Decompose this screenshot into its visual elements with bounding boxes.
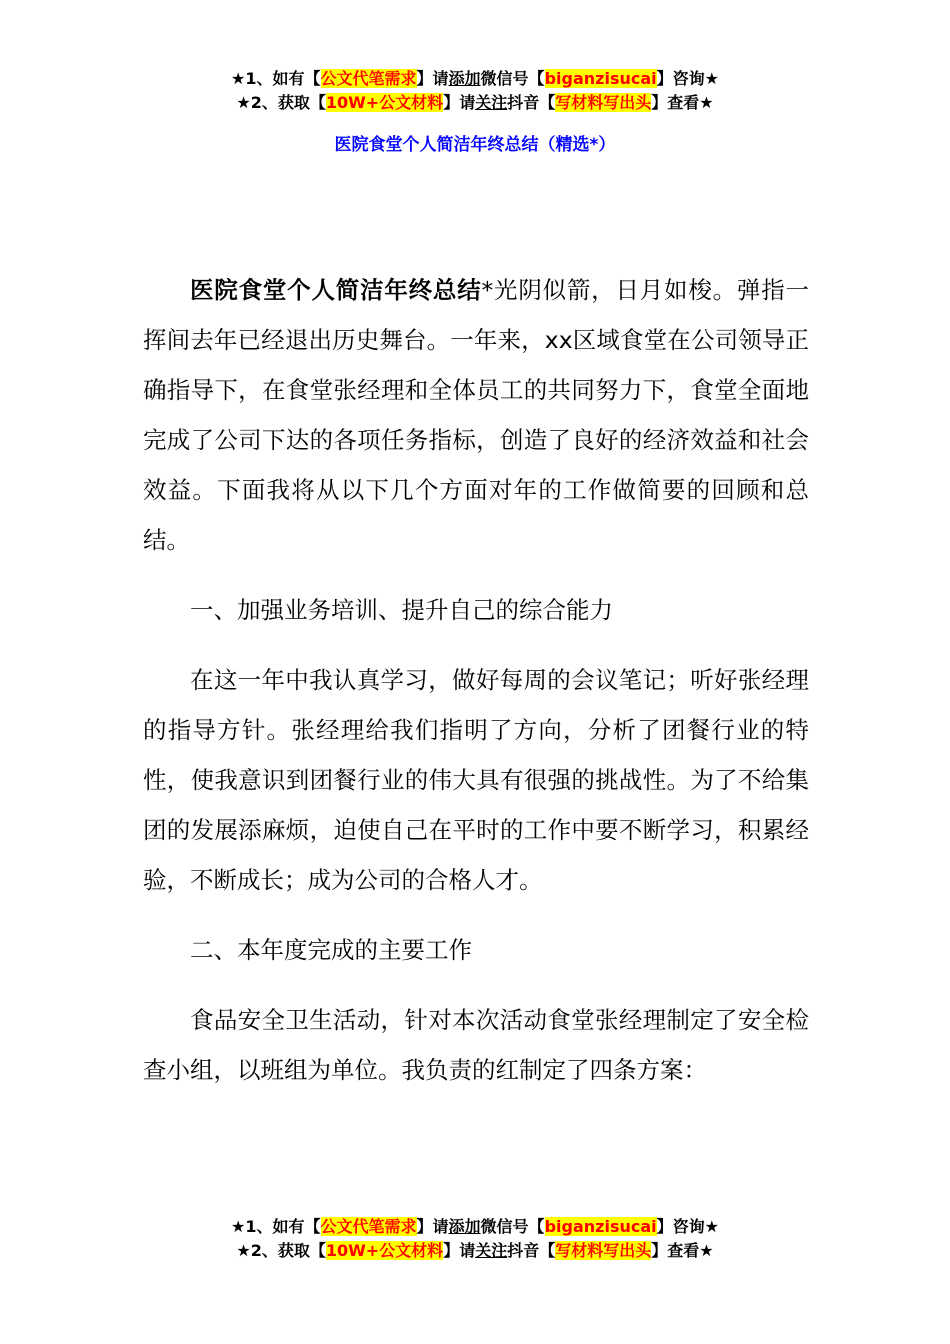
promo-text: 】查看★ [651,1241,714,1260]
promo-text: 】查看★ [651,93,714,112]
promo-line-2 [0,1239,950,1263]
section-heading-2: 二、本年度完成的主要工作 [190,936,472,964]
promo-text: 微信号【 [480,1217,545,1236]
promo-highlight: 公文代笔需求 [320,1217,417,1236]
promo-underlined: 关注 [475,1241,508,1260]
promo-text: ★1、如有【 [231,1217,321,1236]
section-heading-1: 一、加强业务培训、提升自己的综合能力 [190,596,613,624]
promo-douyin-id: 写材料写出头 [555,93,652,112]
promo-footer [0,1215,950,1263]
promo-line-1 [0,67,950,91]
promo-underlined: 关注 [475,93,508,112]
document-body [143,265,809,1115]
promo-underlined: 添加 [448,69,481,88]
promo-text: 】请 [416,69,449,88]
promo-text: 微信号【 [480,69,545,88]
promo-text: 】咨询★ [656,69,719,88]
intro-text: *光阴似箭，日月如梭。弹指一挥间去年已经退出历史舞台。一年来，xx区域食堂在公司领导正确指导下，在食堂张经理和全体员工的共同努力下，食堂全面地完成了公司下达的各项任务指标，创造了良好的经济效益和社会效益。下面我将从以下几个方面对年的工作做简要的回顾和总结。 [143,276,810,554]
promo-highlight: 10W+公文材料 [325,93,444,112]
promo-header [0,67,950,115]
promo-text: 】请 [443,93,476,112]
promo-text: 抖音【 [507,1241,556,1260]
promo-text: 】咨询★ [656,1217,719,1236]
intro-paragraph [143,265,809,565]
promo-underlined: 添加 [448,1217,481,1236]
promo-wechat-id: biganzisucai [544,69,657,88]
promo-text: 抖音【 [507,93,556,112]
intro-bold: 医院食堂个人简洁年终总结 [190,276,482,304]
promo-text: ★2、获取【 [236,93,326,112]
promo-highlight: 10W+公文材料 [325,1241,444,1260]
promo-douyin-id: 写材料写出头 [555,1241,652,1260]
promo-text: ★1、如有【 [231,69,321,88]
section-paragraph-1: 在这一年中我认真学习，做好每周的会议笔记；听好张经理的指导方针。张经理给我们指明了方向，分析了团餐行业的特性，使我意识到团餐行业的伟大具有很强的挑战性。为了不给集团的发展添麻烦，迫使自己在平时的工作中要不断学习，积累经验，不断成长；成为公司的合格人才。 [143,666,809,894]
promo-line-2 [0,91,950,115]
promo-text: 】请 [443,1241,476,1260]
section-paragraph-2: 食品安全卫生活动，针对本次活动食堂张经理制定了安全检查小组，以班组为单位。我负责的红制定了四条方案： [143,1006,809,1084]
promo-text: 】请 [416,1217,449,1236]
promo-line-1 [0,1215,950,1239]
promo-highlight: 公文代笔需求 [320,69,417,88]
document-title: 医院食堂个人简洁年终总结（精选*） [334,135,616,155]
promo-wechat-id: biganzisucai [544,1217,657,1236]
promo-text: ★2、获取【 [236,1241,326,1260]
